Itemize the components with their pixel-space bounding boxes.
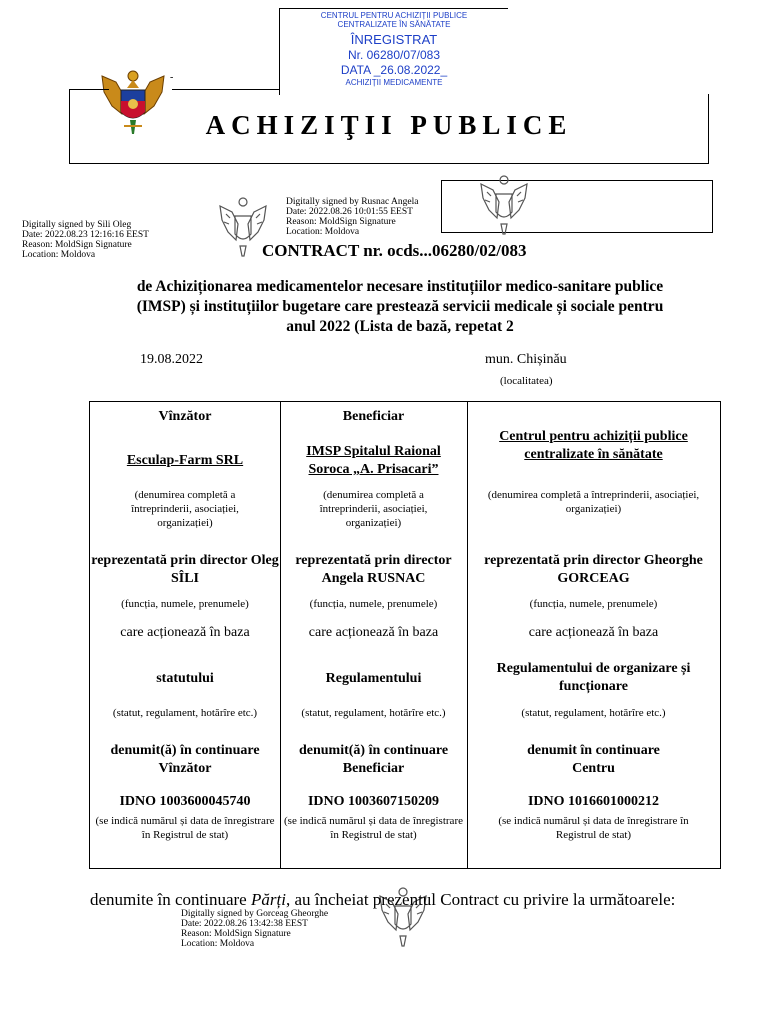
party-called: denumit(ă) în continuare Beneficiar xyxy=(298,743,449,776)
stamp-org-line2: CENTRALIZATE ÎN SĂNĂTATE xyxy=(337,20,451,29)
signature-emblem-icon xyxy=(475,170,533,236)
party-idno-hint: (se indică numărul și data de înregistrare în Registrul de stat) xyxy=(284,815,463,841)
header-frame-bottom xyxy=(69,163,709,164)
contract-place: mun. Chișinău xyxy=(485,352,567,367)
stamp-department: ACHIZIȚII MEDICAMENTE xyxy=(345,78,443,87)
stamp-number: Nr. 06280/07/083 xyxy=(347,48,441,62)
party-column-center xyxy=(467,402,720,868)
parties-agreement-text: denumite în continuare Părți, au încheiat prezentul Contract cu privire la următoarele: xyxy=(90,890,676,909)
party-column-beneficiary xyxy=(280,402,468,868)
header-frame-top-mid xyxy=(172,89,279,90)
party-name-hint: (denumirea completă a întreprinderii, asociației, organizației) xyxy=(131,489,239,529)
party-basis: Regulamentului xyxy=(325,671,422,686)
stamp-date: DATA _26.08.2022_ xyxy=(340,63,448,77)
header-dash: - xyxy=(170,72,174,83)
party-idno-hint: (se indică numărul și data de înregistrare în Registrul de stat) xyxy=(498,815,689,841)
party-rep-hint: (funcția, numele, prenumele) xyxy=(529,598,658,610)
party-name-hint: (denumirea completă a întreprinderii, asociației, organizației) xyxy=(319,489,428,529)
contract-place-label: (localitatea) xyxy=(500,375,553,387)
party-acting: care acționează în baza xyxy=(528,625,659,640)
party-basis: Regulamentului de organizare și funcționare xyxy=(496,661,691,694)
party-acting: care acționează în baza xyxy=(308,625,439,640)
party-idno: IDNO 1003600045740 xyxy=(119,794,251,809)
page-title: ACHIZIŢII PUBLICE xyxy=(205,110,573,140)
party-rep-hint: (funcția, numele, prenumele) xyxy=(121,598,249,610)
party-name: Esculap-Farm SRL xyxy=(126,453,244,468)
party-representative: reprezentată prin director Gheorghe GORCEAG xyxy=(484,553,703,586)
parties-word: Părți xyxy=(250,890,286,909)
party-representative: reprezentată prin director Angela RUSNAC xyxy=(295,553,452,586)
party-representative: reprezentată prin director Oleg SÎLI xyxy=(91,553,279,586)
party-name-hint: (denumirea completă a întreprinderii, asociației, organizației) xyxy=(487,489,700,515)
party-acting: care acționează în baza xyxy=(120,625,250,640)
party-role: Beneficiar xyxy=(342,409,405,424)
party-basis-hint: (statut, regulament, hotărîre etc.) xyxy=(301,707,446,719)
stamp-org-line1: CENTRUL PENTRU ACHIZIȚII PUBLICE xyxy=(320,11,468,20)
party-called: denumit în continuare Centru xyxy=(527,743,660,776)
party-rep-hint: (funcția, numele, prenumele) xyxy=(309,598,438,610)
party-name: IMSP Spitalul Raional Soroca „A. Prisacari” xyxy=(306,444,441,477)
digital-signature-sili: Digitally signed by Sili Oleg Date: 2022.08.23 12:16:16 EEST Reason: MoldSign Signature Location: Moldova xyxy=(22,220,149,260)
party-idno: IDNO 1016601000212 xyxy=(527,794,660,809)
contract-number: CONTRACT nr. ocds...06280/02/083 xyxy=(262,241,527,260)
digital-signature-rusnac: Digitally signed by Rusnac Angela Date: 2022.08.26 10:01:55 EEST Reason: MoldSign Signature Location: Moldova xyxy=(286,197,419,237)
party-name: Centrul pentru achiziții publice centralizate în sănătate xyxy=(499,429,688,462)
contract-subject: de Achiziționarea medicamentelor necesare instituțiilor medico-sanitare publice (IMSP) și instituțiilor bugetare care prestează servicii medicale și sociale pentru anul 2022 (Lista de bază, repetat 2 xyxy=(136,278,664,335)
digital-signature-gorceag: Digitally signed by Gorceag Gheorghe Date: 2022.08.26 13:42:38 EEST Reason: MoldSign Signature Location: Moldova xyxy=(181,909,329,949)
party-called: denumit(ă) în continuare Vînzător xyxy=(110,743,260,776)
parties-table xyxy=(89,401,721,869)
party-column-seller xyxy=(90,402,281,868)
contract-date: 19.08.2022 xyxy=(140,352,203,367)
party-basis-hint: (statut, regulament, hotărîre etc.) xyxy=(521,707,666,719)
stamp-status: ÎNREGISTRAT xyxy=(350,32,438,47)
party-idno: IDNO 1003607150209 xyxy=(307,794,440,809)
header-frame-top-left xyxy=(69,89,109,90)
party-idno-hint: (se indică numărul și data de înregistrare în Registrul de stat) xyxy=(95,815,275,841)
party-role: Vînzător xyxy=(158,409,212,424)
registration-stamp xyxy=(279,8,508,95)
party-basis-hint: (statut, regulament, hotărîre etc.) xyxy=(112,707,258,719)
party-basis: statutului xyxy=(156,671,214,686)
